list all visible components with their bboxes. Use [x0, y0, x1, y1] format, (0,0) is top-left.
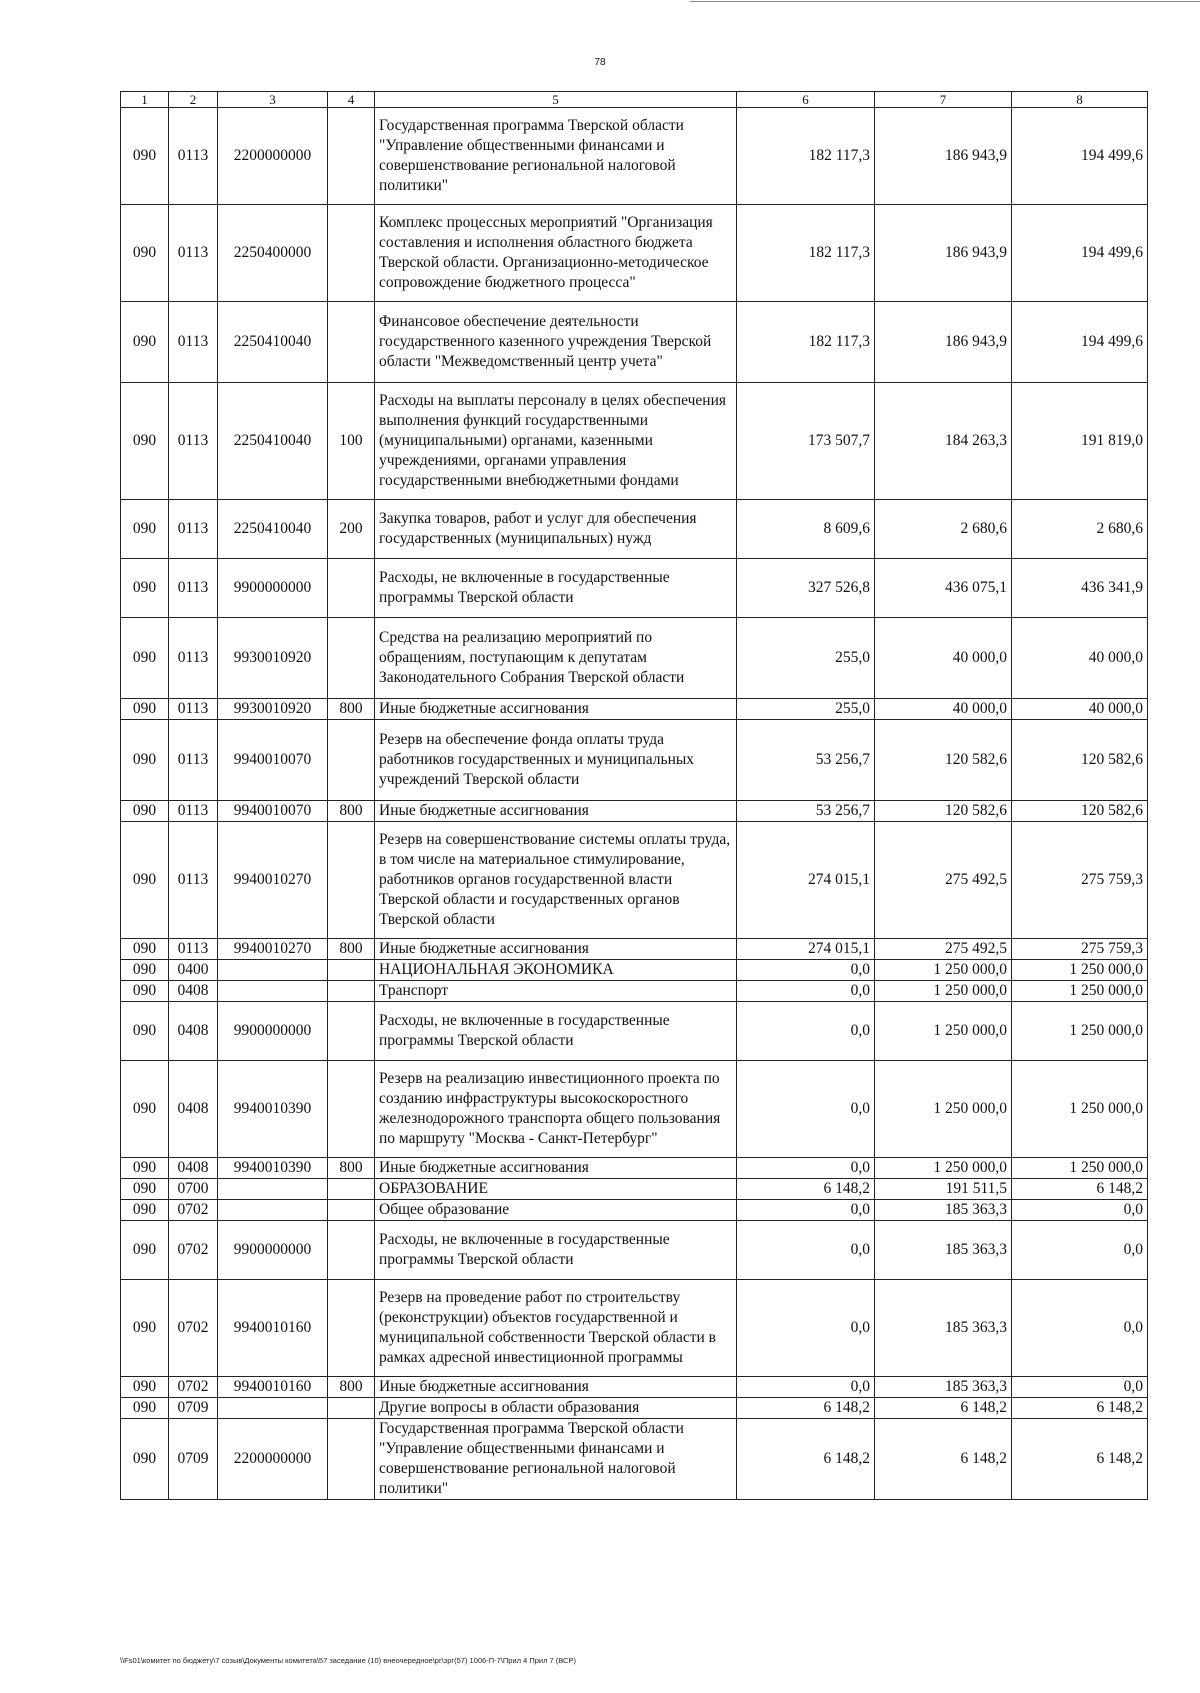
cell-admin-code: 090: [121, 981, 169, 1002]
cell-amount-col7: 1 250 000,0: [875, 1061, 1012, 1158]
cell-expense-type: [328, 960, 375, 981]
cell-description: Государственная программа Тверской области "Управление общественными финансами и совершенствование региональной налоговой политики": [375, 1419, 737, 1500]
cell-target-code: 9940010270: [218, 939, 328, 960]
header-row: [121, 92, 1148, 108]
cell-amount-col7: 40 000,0: [875, 699, 1012, 720]
table-row: [121, 981, 1148, 1002]
cell-amount-col7: 186 943,9: [875, 302, 1012, 383]
table-row: [121, 699, 1148, 720]
cell-amount-col6: 53 256,7: [737, 801, 875, 822]
table-row: [121, 801, 1148, 822]
table-row: [121, 1419, 1148, 1500]
cell-expense-type: [328, 302, 375, 383]
cell-admin-code: 090: [121, 618, 169, 699]
cell-amount-col6: 173 507,7: [737, 383, 875, 500]
table-row: [121, 720, 1148, 801]
cell-target-code: 9940010390: [218, 1158, 328, 1179]
cell-description: Иные бюджетные ассигнования: [375, 699, 737, 720]
cell-amount-col6: 6 148,2: [737, 1398, 875, 1419]
footer-file-path: \\Fs01\комитет по бюджету\7 созыв\Документы комитета\57 заседание (10) внеочередное\рг\зрг(57) 1006-П-7\Прил 4 Прил 7 (ВСР): [120, 1656, 576, 1665]
cell-section-code: 0113: [169, 801, 218, 822]
cell-expense-type: [328, 822, 375, 939]
cell-admin-code: 090: [121, 1280, 169, 1377]
cell-amount-col8: 6 148,2: [1012, 1398, 1148, 1419]
cell-amount-col6: 0,0: [737, 960, 875, 981]
table-row: [121, 939, 1148, 960]
table-row: [121, 1061, 1148, 1158]
cell-amount-col8: 1 250 000,0: [1012, 960, 1148, 981]
cell-amount-col8: 1 250 000,0: [1012, 1002, 1148, 1061]
cell-section-code: 0113: [169, 108, 218, 205]
cell-target-code: [218, 1398, 328, 1419]
table-row: [121, 302, 1148, 383]
cell-amount-col6: 0,0: [737, 1002, 875, 1061]
cell-amount-col8: 120 582,6: [1012, 720, 1148, 801]
cell-amount-col7: 185 363,3: [875, 1280, 1012, 1377]
cell-amount-col6: 6 148,2: [737, 1419, 875, 1500]
header-cell-7: 7: [875, 92, 1012, 108]
cell-description: Расходы, не включенные в государственные программы Тверской области: [375, 559, 737, 618]
cell-amount-col6: 0,0: [737, 981, 875, 1002]
table-row: [121, 1002, 1148, 1061]
cell-section-code: 0113: [169, 383, 218, 500]
cell-admin-code: 090: [121, 1061, 169, 1158]
cell-amount-col8: 194 499,6: [1012, 205, 1148, 302]
cell-target-code: 2200000000: [218, 1419, 328, 1500]
cell-amount-col8: 194 499,6: [1012, 108, 1148, 205]
cell-expense-type: [328, 1061, 375, 1158]
cell-amount-col6: 0,0: [737, 1221, 875, 1280]
cell-expense-type: [328, 1200, 375, 1221]
cell-target-code: 2250410040: [218, 500, 328, 559]
cell-section-code: 0702: [169, 1221, 218, 1280]
cell-description: Расходы, не включенные в государственные программы Тверской области: [375, 1002, 737, 1061]
cell-expense-type: [328, 1419, 375, 1500]
table-row: [121, 559, 1148, 618]
cell-admin-code: 090: [121, 1158, 169, 1179]
cell-target-code: [218, 1179, 328, 1200]
cell-description: Комплекс процессных мероприятий "Организация составления и исполнения областного бюджета Тверской области. Организационно-методическое сопровождение бюджетного процесса": [375, 205, 737, 302]
cell-amount-col7: 40 000,0: [875, 618, 1012, 699]
table-row: [121, 1179, 1148, 1200]
cell-amount-col7: 436 075,1: [875, 559, 1012, 618]
cell-amount-col7: 2 680,6: [875, 500, 1012, 559]
cell-amount-col8: 275 759,3: [1012, 939, 1148, 960]
cell-amount-col8: 0,0: [1012, 1200, 1148, 1221]
cell-expense-type: [328, 720, 375, 801]
cell-amount-col8: 436 341,9: [1012, 559, 1148, 618]
cell-section-code: 0400: [169, 960, 218, 981]
cell-amount-col8: 275 759,3: [1012, 822, 1148, 939]
cell-admin-code: 090: [121, 801, 169, 822]
cell-amount-col8: 0,0: [1012, 1280, 1148, 1377]
cell-description: Государственная программа Тверской области "Управление общественными финансами и совершенствование региональной налоговой политики": [375, 108, 737, 205]
cell-target-code: 9930010920: [218, 699, 328, 720]
cell-admin-code: 090: [121, 302, 169, 383]
cell-amount-col6: 6 148,2: [737, 1179, 875, 1200]
cell-description: Иные бюджетные ассигнования: [375, 1158, 737, 1179]
cell-target-code: 2250400000: [218, 205, 328, 302]
cell-expense-type: [328, 1002, 375, 1061]
cell-amount-col8: 120 582,6: [1012, 801, 1148, 822]
cell-description: ОБРАЗОВАНИЕ: [375, 1179, 737, 1200]
cell-amount-col8: 1 250 000,0: [1012, 1061, 1148, 1158]
cell-admin-code: 090: [121, 383, 169, 500]
cell-amount-col7: 185 363,3: [875, 1221, 1012, 1280]
cell-expense-type: 800: [328, 699, 375, 720]
table-row: [121, 822, 1148, 939]
cell-amount-col8: 194 499,6: [1012, 302, 1148, 383]
table-row: [121, 1398, 1148, 1419]
cell-amount-col6: 0,0: [737, 1200, 875, 1221]
cell-amount-col7: 6 148,2: [875, 1398, 1012, 1419]
cell-expense-type: 200: [328, 500, 375, 559]
cell-amount-col6: 53 256,7: [737, 720, 875, 801]
cell-description: Иные бюджетные ассигнования: [375, 801, 737, 822]
table-row: [121, 383, 1148, 500]
cell-expense-type: [328, 618, 375, 699]
cell-section-code: 0408: [169, 1061, 218, 1158]
cell-target-code: [218, 1200, 328, 1221]
cell-description: Другие вопросы в области образования: [375, 1398, 737, 1419]
cell-amount-col6: 182 117,3: [737, 302, 875, 383]
table-row: [121, 500, 1148, 559]
cell-amount-col8: 191 819,0: [1012, 383, 1148, 500]
cell-description: Иные бюджетные ассигнования: [375, 939, 737, 960]
cell-section-code: 0700: [169, 1179, 218, 1200]
cell-target-code: 9900000000: [218, 1221, 328, 1280]
cell-admin-code: 090: [121, 108, 169, 205]
cell-amount-col6: 0,0: [737, 1377, 875, 1398]
cell-amount-col6: 255,0: [737, 618, 875, 699]
cell-amount-col7: 275 492,5: [875, 939, 1012, 960]
scan-edge-line: [690, 1, 1200, 2]
cell-section-code: 0709: [169, 1398, 218, 1419]
cell-admin-code: 090: [121, 960, 169, 981]
cell-amount-col6: 274 015,1: [737, 939, 875, 960]
cell-description: Транспорт: [375, 981, 737, 1002]
cell-description: НАЦИОНАЛЬНАЯ ЭКОНОМИКА: [375, 960, 737, 981]
cell-amount-col8: 40 000,0: [1012, 699, 1148, 720]
cell-amount-col7: 185 363,3: [875, 1200, 1012, 1221]
cell-admin-code: 090: [121, 1179, 169, 1200]
budget-table: [120, 91, 1148, 1500]
table-row: [121, 1200, 1148, 1221]
cell-amount-col7: 275 492,5: [875, 822, 1012, 939]
cell-amount-col8: 6 148,2: [1012, 1179, 1148, 1200]
cell-amount-col7: 120 582,6: [875, 801, 1012, 822]
table-row: [121, 1280, 1148, 1377]
table-row: [121, 108, 1148, 205]
cell-section-code: 0113: [169, 822, 218, 939]
header-cell-5: 5: [375, 92, 737, 108]
cell-target-code: 2200000000: [218, 108, 328, 205]
header-cell-1: 1: [121, 92, 169, 108]
cell-expense-type: 100: [328, 383, 375, 500]
cell-expense-type: [328, 1398, 375, 1419]
page-number: 78: [594, 57, 606, 68]
cell-admin-code: 090: [121, 939, 169, 960]
cell-amount-col7: 1 250 000,0: [875, 960, 1012, 981]
cell-description: Иные бюджетные ассигнования: [375, 1377, 737, 1398]
cell-expense-type: 800: [328, 1158, 375, 1179]
cell-section-code: 0408: [169, 1158, 218, 1179]
cell-description: Расходы, не включенные в государственные программы Тверской области: [375, 1221, 737, 1280]
cell-admin-code: 090: [121, 1221, 169, 1280]
cell-amount-col6: 327 526,8: [737, 559, 875, 618]
cell-expense-type: [328, 205, 375, 302]
header-cell-8: 8: [1012, 92, 1148, 108]
cell-amount-col7: 1 250 000,0: [875, 1158, 1012, 1179]
cell-target-code: 9940010070: [218, 720, 328, 801]
table-row: [121, 1221, 1148, 1280]
cell-target-code: 9900000000: [218, 1002, 328, 1061]
cell-target-code: 2250410040: [218, 302, 328, 383]
cell-target-code: [218, 981, 328, 1002]
cell-amount-col6: 274 015,1: [737, 822, 875, 939]
cell-admin-code: 090: [121, 699, 169, 720]
table-row: [121, 1377, 1148, 1398]
cell-target-code: [218, 960, 328, 981]
cell-section-code: 0408: [169, 1002, 218, 1061]
cell-admin-code: 090: [121, 500, 169, 559]
header-cell-4: 4: [328, 92, 375, 108]
cell-amount-col6: 8 609,6: [737, 500, 875, 559]
cell-section-code: 0113: [169, 720, 218, 801]
cell-amount-col6: 0,0: [737, 1061, 875, 1158]
cell-section-code: 0113: [169, 699, 218, 720]
cell-amount-col8: 2 680,6: [1012, 500, 1148, 559]
cell-description: Резерв на обеспечение фонда оплаты труда работников государственных и муниципальных учреждений Тверской области: [375, 720, 737, 801]
table-row: [121, 960, 1148, 981]
cell-target-code: 2250410040: [218, 383, 328, 500]
cell-amount-col7: 184 263,3: [875, 383, 1012, 500]
cell-description: Расходы на выплаты персоналу в целях обеспечения выполнения функций государственными (муниципальными) органами, казенными учреждениями, органами управления государственными внебюджетными фондами: [375, 383, 737, 500]
cell-target-code: 9900000000: [218, 559, 328, 618]
cell-amount-col7: 185 363,3: [875, 1377, 1012, 1398]
cell-section-code: 0113: [169, 559, 218, 618]
cell-expense-type: [328, 108, 375, 205]
cell-target-code: 9940010070: [218, 801, 328, 822]
cell-admin-code: 090: [121, 205, 169, 302]
cell-amount-col6: 182 117,3: [737, 108, 875, 205]
cell-amount-col7: 186 943,9: [875, 108, 1012, 205]
cell-expense-type: 800: [328, 1377, 375, 1398]
cell-target-code: 9940010270: [218, 822, 328, 939]
cell-amount-col8: 40 000,0: [1012, 618, 1148, 699]
cell-admin-code: 090: [121, 1419, 169, 1500]
cell-description: Резерв на реализацию инвестиционного проекта по созданию инфраструктуры высокоскоростного железнодорожного транспорта общего пользования по маршруту "Москва - Санкт-Петербург": [375, 1061, 737, 1158]
cell-section-code: 0113: [169, 939, 218, 960]
table-body: [121, 108, 1148, 1500]
cell-amount-col6: 0,0: [737, 1280, 875, 1377]
cell-section-code: 0113: [169, 618, 218, 699]
cell-admin-code: 090: [121, 559, 169, 618]
cell-amount-col8: 0,0: [1012, 1377, 1148, 1398]
cell-admin-code: 090: [121, 1398, 169, 1419]
table-row: [121, 1158, 1148, 1179]
cell-description: Общее образование: [375, 1200, 737, 1221]
cell-admin-code: 090: [121, 1002, 169, 1061]
cell-amount-col8: 1 250 000,0: [1012, 1158, 1148, 1179]
cell-description: Закупка товаров, работ и услуг для обеспечения государственных (муниципальных) нужд: [375, 500, 737, 559]
cell-description: Финансовое обеспечение деятельности государственного казенного учреждения Тверской области "Межведомственный центр учета": [375, 302, 737, 383]
cell-expense-type: [328, 559, 375, 618]
cell-amount-col8: 0,0: [1012, 1221, 1148, 1280]
cell-section-code: 0702: [169, 1377, 218, 1398]
cell-amount-col6: 182 117,3: [737, 205, 875, 302]
cell-expense-type: 800: [328, 801, 375, 822]
cell-amount-col7: 191 511,5: [875, 1179, 1012, 1200]
cell-expense-type: [328, 1221, 375, 1280]
cell-amount-col7: 1 250 000,0: [875, 1002, 1012, 1061]
cell-section-code: 0702: [169, 1280, 218, 1377]
header-cell-2: 2: [169, 92, 218, 108]
cell-amount-col7: 1 250 000,0: [875, 981, 1012, 1002]
cell-expense-type: 800: [328, 939, 375, 960]
cell-description: Средства на реализацию мероприятий по обращениям, поступающим к депутатам Законодательного Собрания Тверской области: [375, 618, 737, 699]
cell-expense-type: [328, 1179, 375, 1200]
cell-section-code: 0408: [169, 981, 218, 1002]
cell-section-code: 0702: [169, 1200, 218, 1221]
cell-target-code: 9940010160: [218, 1377, 328, 1398]
cell-target-code: 9940010390: [218, 1061, 328, 1158]
cell-admin-code: 090: [121, 1200, 169, 1221]
cell-section-code: 0709: [169, 1419, 218, 1500]
cell-section-code: 0113: [169, 500, 218, 559]
cell-section-code: 0113: [169, 302, 218, 383]
header-cell-3: 3: [218, 92, 328, 108]
cell-amount-col6: 0,0: [737, 1158, 875, 1179]
cell-description: Резерв на совершенствование системы оплаты труда, в том числе на материальное стимулирование, работников органов государственной власти Тверской области и государственных органов Тверской области: [375, 822, 737, 939]
cell-amount-col8: 1 250 000,0: [1012, 981, 1148, 1002]
cell-admin-code: 090: [121, 822, 169, 939]
cell-amount-col7: 6 148,2: [875, 1419, 1012, 1500]
cell-amount-col7: 120 582,6: [875, 720, 1012, 801]
cell-section-code: 0113: [169, 205, 218, 302]
cell-admin-code: 090: [121, 1377, 169, 1398]
cell-description: Резерв на проведение работ по строительству (реконструкции) объектов государственной и муниципальной собственности Тверской области в рамках адресной инвестиционной программы: [375, 1280, 737, 1377]
cell-amount-col6: 255,0: [737, 699, 875, 720]
cell-admin-code: 090: [121, 720, 169, 801]
cell-expense-type: [328, 981, 375, 1002]
cell-expense-type: [328, 1280, 375, 1377]
cell-amount-col7: 186 943,9: [875, 205, 1012, 302]
header-cell-6: 6: [737, 92, 875, 108]
table-row: [121, 618, 1148, 699]
cell-target-code: 9940010160: [218, 1280, 328, 1377]
cell-target-code: 9930010920: [218, 618, 328, 699]
cell-amount-col8: 6 148,2: [1012, 1419, 1148, 1500]
table-row: [121, 205, 1148, 302]
